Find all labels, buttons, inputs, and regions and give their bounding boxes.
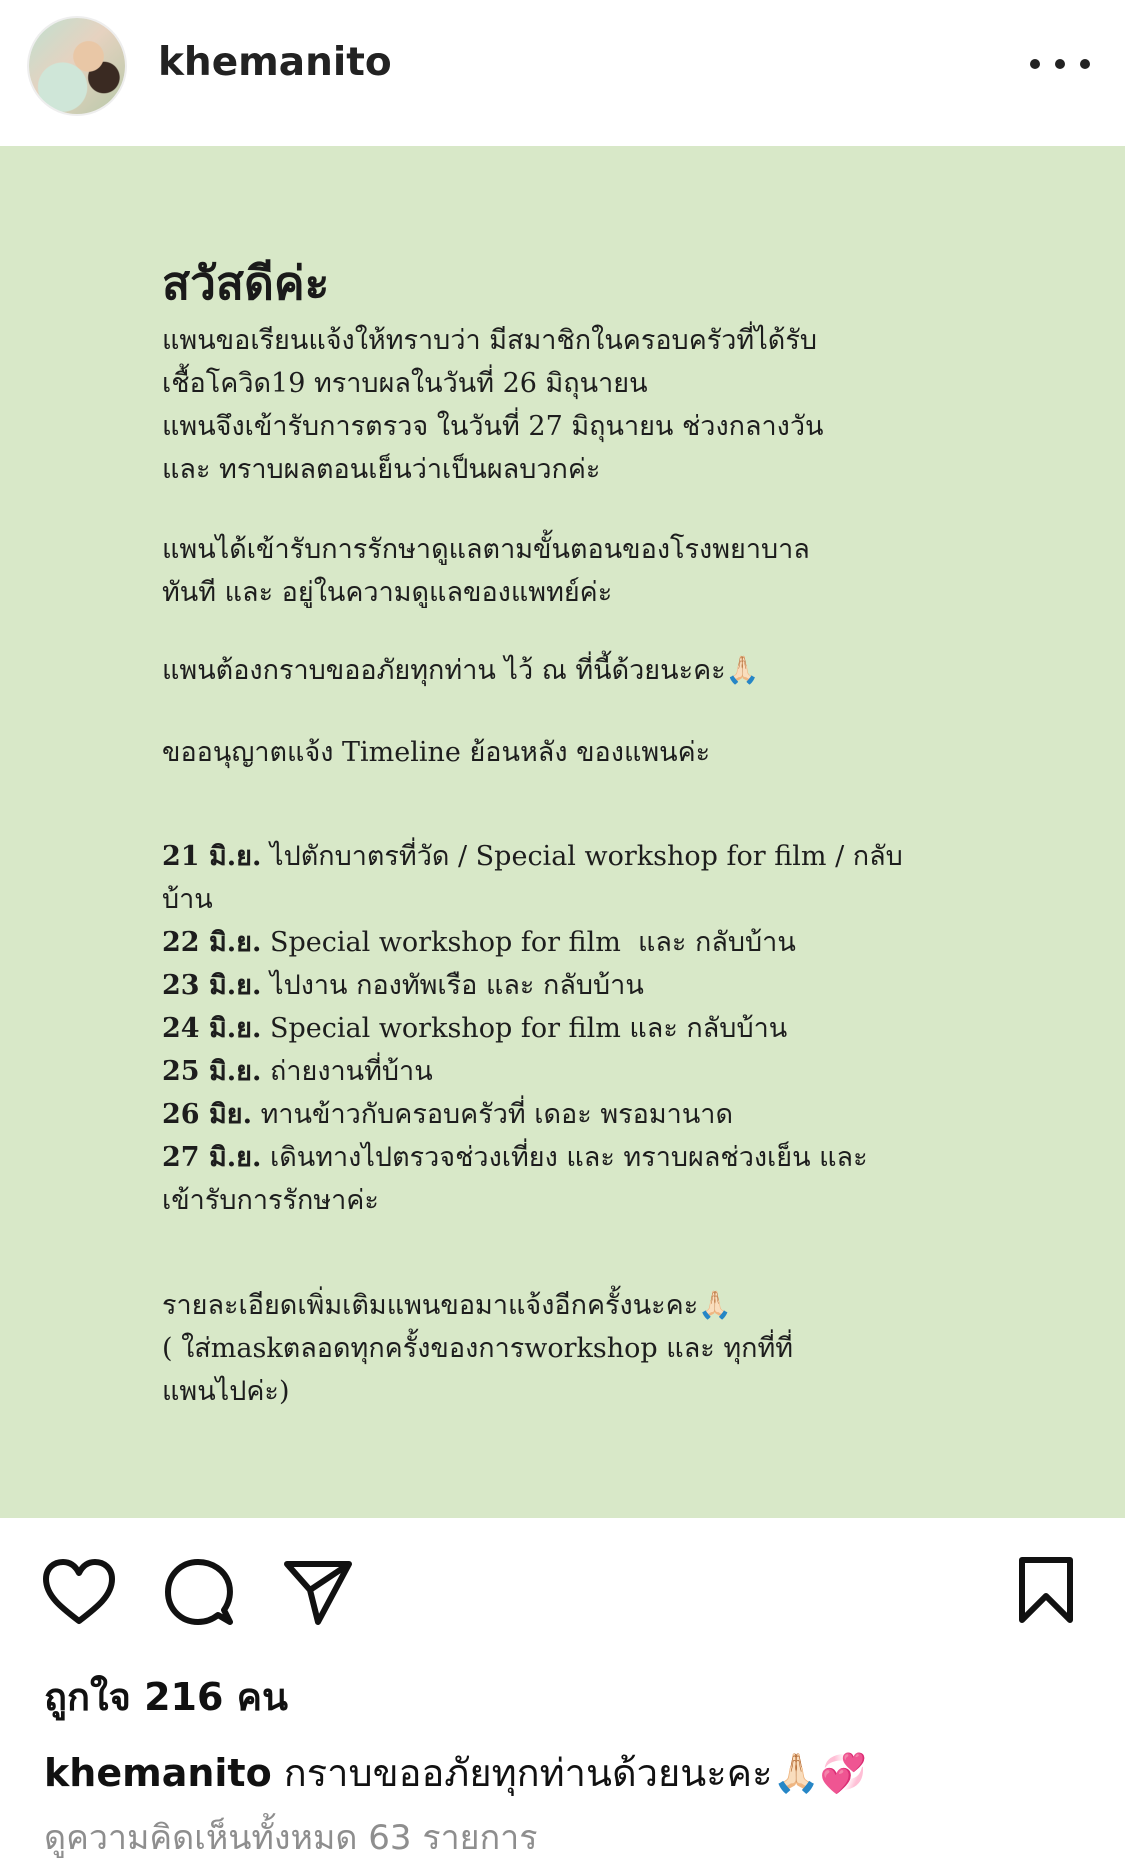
more-dot	[1030, 59, 1040, 69]
schedule-item	[162, 921, 796, 964]
post-paragraph: แพนขอเรียนแจ้งให้ทราบว่า มีสมาชิกในครอบครัวที่ได้รับ เชื้อโควิด19 ทราบผลในวันที่ 26 มิถุนายน แพนจึงเข้ารับการตรวจ ในวันที่ 27 มิถุนายน ช่วงกลางวัน และ ทราบผลตอนเย็นว่าเป็นผลบวกค่ะ	[162, 325, 824, 485]
schedule-item	[162, 835, 903, 921]
schedule-date: 21 มิ.ย.	[162, 841, 262, 872]
action-bar	[0, 1518, 1125, 1668]
view-comments-link[interactable]: ดูความคิดเห็นทั้งหมด 63 รายการ	[44, 1818, 538, 1858]
schedule-date: 23 มิ.ย.	[162, 970, 262, 1001]
post-paragraph: ขออนุญาตแจ้ง Timeline ย้อนหลัง ของแพนค่ะ	[162, 737, 711, 768]
schedule-item	[162, 1136, 868, 1222]
schedule-text: เดินทางไปตรวจช่วงเที่ยง และ ทราบผลช่วงเย็น และ เข้ารับการรักษาค่ะ	[162, 1142, 868, 1216]
schedule-date: 26 มิย.	[162, 1099, 252, 1130]
bookmark-icon[interactable]	[1016, 1556, 1076, 1626]
caption-text: กราบขออภัยทุกท่านด้วยนะคะ🙏🏻💞	[271, 1751, 868, 1795]
post-paragraph: แพนได้เข้ารับการรักษาดูแลตามขั้นตอนของโรงพยาบาล ทันที และ อยู่ในความดูแลของแพทย์ค่ะ	[162, 534, 810, 608]
schedule-item	[162, 964, 644, 1007]
schedule-text: ไปตักบาตรที่วัด / Special workshop for film / กลับ บ้าน	[162, 841, 903, 915]
avatar[interactable]	[29, 18, 125, 114]
schedule-date: 25 มิ.ย.	[162, 1056, 262, 1087]
caption	[44, 1742, 867, 1803]
post-title: สวัสดีค่ะ	[162, 256, 330, 310]
schedule-text: Special workshop for film และ กลับบ้าน	[261, 927, 796, 958]
schedule-text: Special workshop for film และ กลับบ้าน	[261, 1013, 788, 1044]
caption-username[interactable]: khemanito	[44, 1751, 272, 1795]
comment-icon[interactable]	[164, 1558, 234, 1626]
more-options-icon[interactable]	[1030, 46, 1090, 82]
more-dot	[1055, 59, 1065, 69]
schedule-item	[162, 1093, 733, 1136]
schedule-text: ไปงาน กองทัพเรือ และ กลับบ้าน	[261, 970, 644, 1001]
schedule-date: 22 มิ.ย.	[162, 927, 262, 958]
schedule-text: ทานข้าวกับครอบครัวที่ เดอะ พรอมานาด	[252, 1099, 733, 1130]
post-image[interactable]	[0, 146, 1125, 1518]
more-dot	[1080, 59, 1090, 69]
likes-count[interactable]: ถูกใจ 216 คน	[44, 1675, 289, 1719]
schedule-item	[162, 1007, 787, 1050]
schedule-item	[162, 1050, 433, 1093]
schedule-date: 24 มิ.ย.	[162, 1013, 262, 1044]
username[interactable]: khemanito	[158, 40, 392, 85]
post-paragraph: แพนต้องกราบขออภัยทุกท่าน ไว้ ณ ที่นี้ด้วยนะคะ🙏🏻	[162, 655, 760, 686]
post-closing: รายละเอียดเพิ่มเติมแพนขอมาแจ้งอีกครั้งนะคะ🙏🏻 ( ใส่maskตลอดทุกครั้งของการworkshop และ ทุกที่ที่ แพนไปค่ะ)	[162, 1290, 794, 1407]
heart-icon[interactable]	[42, 1558, 116, 1626]
post-header	[0, 0, 1125, 146]
schedule-date: 27 มิ.ย.	[162, 1142, 262, 1173]
share-icon[interactable]	[283, 1558, 353, 1626]
schedule-text: ถ่ายงานที่บ้าน	[261, 1056, 433, 1087]
